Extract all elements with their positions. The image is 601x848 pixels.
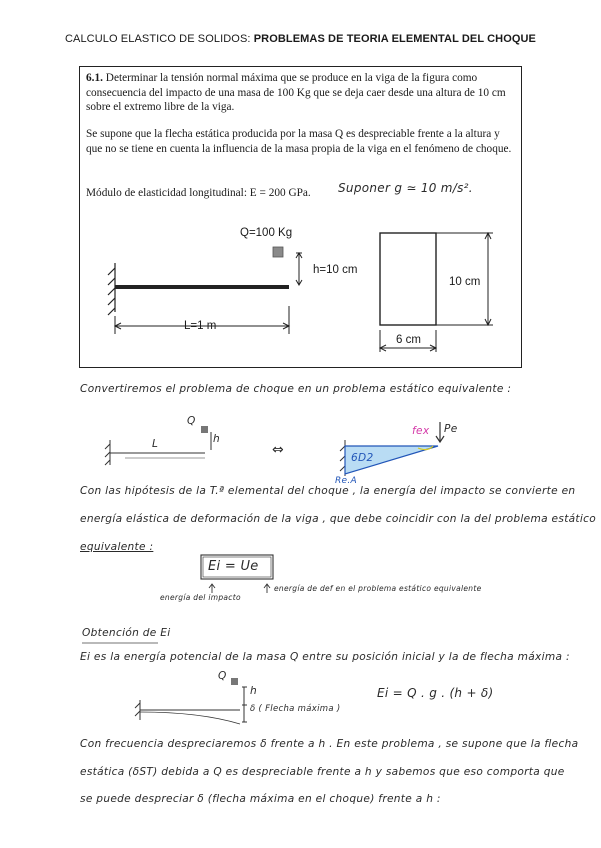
sketch2-q-label: Q xyxy=(218,670,227,682)
eq2: Ei = Q . g . (h + δ) xyxy=(377,686,494,700)
sketch-mass xyxy=(201,426,208,433)
header-prefix: CALCULO ELASTICO DE SOLIDOS: xyxy=(64,33,254,45)
sketch2-h-label: h xyxy=(250,685,258,697)
height-dimension xyxy=(296,253,302,285)
equiv-arrow: ⇔ xyxy=(272,442,285,458)
wall-hatch xyxy=(108,263,115,315)
section-height-label: 10 cm xyxy=(449,276,481,288)
note-ue: energía de def en el problema estático equivalente xyxy=(274,584,482,593)
sketch-q-label: Q xyxy=(187,415,196,427)
header-title: PROBLEMAS DE TEORIA ELEMENTAL DEL CHOQUE xyxy=(253,33,536,45)
sketch-h-label: h xyxy=(213,433,221,445)
equiv-6d-label: 6D2 xyxy=(351,452,374,464)
para1-line1: Con las hipótesis de la T.ª elemental del choque , la energía del impacto se convierte en xyxy=(80,485,576,497)
note-ei: energía del impacto xyxy=(160,593,241,602)
para2: Ei es la energía potencial de la masa Q entre su posición inicial y la de flecha máxima : xyxy=(80,651,570,663)
para3-line2: estática (δST) debida a Q es despreciable frente a h y sabemos que eso comporta que xyxy=(80,766,565,778)
sketch2-delta-label: δ ( Flecha máxima ) xyxy=(250,704,341,714)
eq-box-text: Ei = Ue xyxy=(208,559,259,574)
statement-text: Determinar la tensión normal máxima que se produce en la viga de la figura como consecuencia del impacto de una masa de 100 Kg que se deja caer desde una altura de 10 cm sobre el extremo libre de la viga. xyxy=(86,72,506,113)
mass-label: Q=100 Kg xyxy=(240,227,293,239)
sketch2-mass xyxy=(231,678,238,685)
sketch-deflection xyxy=(135,687,247,724)
problem-modulus: Módulo de elasticidad longitudinal: E = 200 GPa. xyxy=(86,187,311,199)
equiv-fe-label: fex xyxy=(412,425,430,437)
eq-arrows xyxy=(209,584,270,593)
section-width-label: 6 cm xyxy=(396,334,421,346)
para3-line1: Con frecuencia despreciaremos δ frente a h . En este problema , se supone que la flecha xyxy=(80,738,579,750)
equiv-re-label: Re.A xyxy=(335,476,358,486)
height-label: h=10 cm xyxy=(313,264,358,276)
subtitle-ei: Obtención de Ei xyxy=(82,627,171,639)
problem-number: 6.1. xyxy=(86,72,103,84)
para3-line3: se puede despreciar δ (flecha máxima en el choque) frente a h : xyxy=(80,793,441,805)
equiv-pe-label: Pe xyxy=(444,423,458,435)
cross-section xyxy=(380,233,436,325)
length-dimension xyxy=(115,306,289,334)
para1-line2: energía elástica de deformación de la viga , que debe coincidir con la del problema estático xyxy=(80,513,597,525)
sketch-l-label: L xyxy=(152,438,159,450)
beam xyxy=(115,285,289,289)
gravity-note: Suponer g ≃ 10 m/s². xyxy=(338,181,473,195)
solution-line1: Convertiremos el problema de choque en un problema estático equivalente : xyxy=(80,383,512,395)
para1-line3: equivalente : xyxy=(80,541,154,553)
problem-assumption: Se supone que la flecha estática producida por la masa Q es despreciable frente a la altura y que no se tiene en cuenta la influencia de la masa propia de la viga en el fenómeno de choque. xyxy=(86,128,512,155)
length-label: L=1 m xyxy=(184,320,217,332)
mass-block xyxy=(273,247,283,257)
